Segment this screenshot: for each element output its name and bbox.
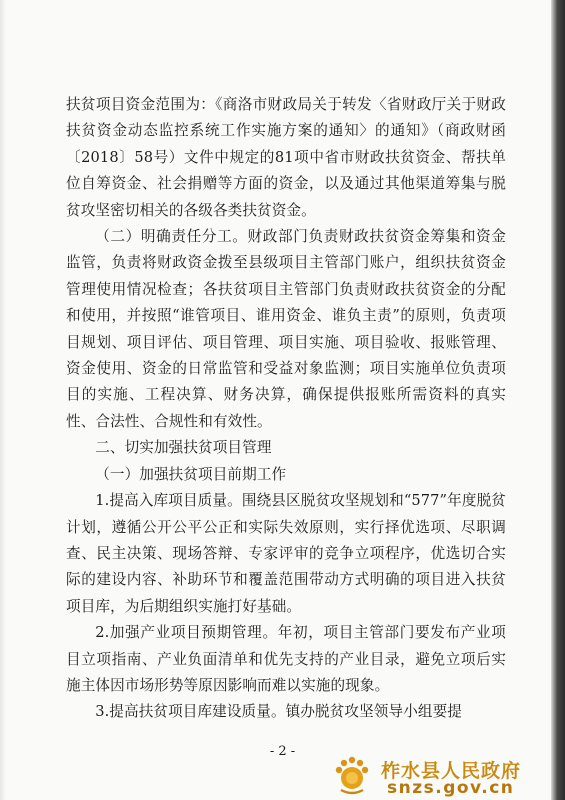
- paragraph-item-1: 1.提高入库项目质量。围绕县区脱贫攻坚规划和“577”年度脱贫计划，遵循公开公平公正和实际失效原则，实行择优选项、尽职调查、民主决策、现场答辩、专家评审的竞争立项程序，优选切合实际的建设内容、补助环节和覆盖范围带动方式明确的项目进入扶贫项目库，为后期组织实施打好基础。: [66, 492, 506, 615]
- scan-right-edge: [551, 0, 565, 800]
- subsection-heading-1: （一）加强扶贫项目前期工作: [95, 465, 287, 483]
- watermark-title: 柞水县人民政府: [381, 760, 522, 782]
- page-number: - 2 -: [269, 744, 296, 759]
- watermark-url: snzs.gov.cn: [387, 778, 515, 798]
- page-left-shadow: [0, 0, 6, 800]
- paragraph-item-3: 3.提高扶贫项目库建设质量。镇办脱贫攻坚领导小组要提: [95, 703, 462, 721]
- section-heading-2: 二、切实加强扶贫项目管理: [95, 439, 272, 457]
- watermark: [331, 754, 541, 798]
- paragraph-fund-scope: 扶贫项目资金范围为：《商洛市财政局关于转发〈省财政厅关于财政扶贫资金动态监控系统工作实施方案的通知〉的通知》（商政财函〔2018〕58号）文件中规定的81项中省市财政扶贫资金、帮扶单位自筹资金、社会捐赠等方面的资金，以及通过其他渠道筹集与脱贫攻坚密切相关的各级各类扶贫资金。: [66, 96, 506, 219]
- paragraph-item-2: 2.加强产业项目预期管理。年初，项目主管部门要发布产业项目立项指南、产业负面清单和优先支持的产业目录，避免立项后实施主体因市场形势等原因影响而难以实施的现象。: [66, 624, 506, 694]
- government-emblem-icon: [331, 754, 373, 796]
- paragraph-responsibilities: （二）明确责任分工。财政部门负责财政扶贫资金筹集和资金监管，负责将财政资金拨至县级项目主管部门账户，组织扶贫资金管理使用情况检查；各扶贫项目主管部门负责财政扶贫资金的分配和使用，并按照“谁管项目、谁用资金、谁负主责”的原则，负责项目规划、项目评估、项目管理、项目实施、项目验收、报账管理、资金使用、资金的日常监管和受益对象监测；项目实施单位负责项目的实施、工程决算、财务决算，确保提供报账所需资料的真实性、合法性、合规性和有效性。: [66, 228, 506, 430]
- body-text: [66, 92, 506, 726]
